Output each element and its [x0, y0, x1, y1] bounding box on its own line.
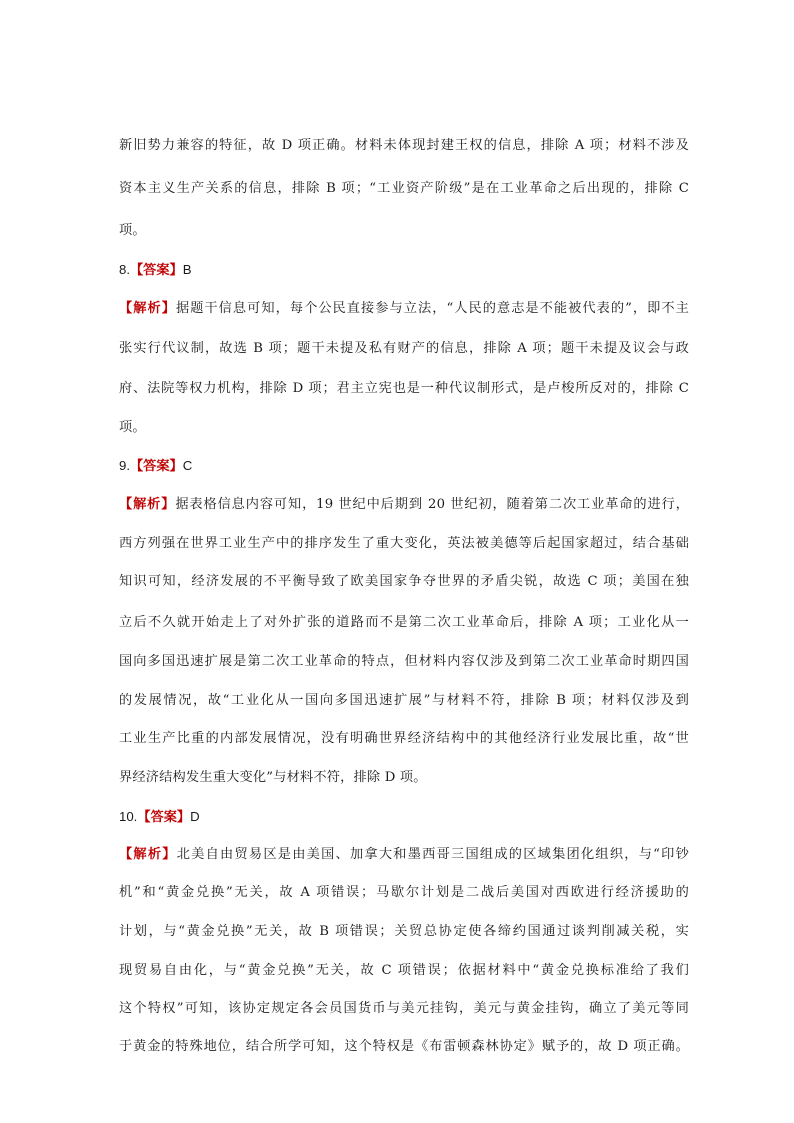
- q8-answer-row: [119, 261, 192, 280]
- q9-answer-row: [119, 457, 192, 476]
- q9-analysis-line-1: [119, 496, 689, 514]
- q9-answer-value: C: [182, 458, 193, 473]
- q9-analysis-line-5: 国向多国迅速扩展是第二次工业革命的特点，但材料内容仅涉及到第二次工业革命时期四国: [119, 654, 689, 669]
- q8-answer-tag: 【答案】: [130, 263, 183, 278]
- q8-answer-value: B: [182, 262, 192, 277]
- q10-analysis-text-1: 北美自由贸易区是由美国、加拿大和墨西哥三国组成的区域集团化组织，与“印钞: [176, 847, 689, 862]
- q8-analysis-line-4: 项。: [119, 420, 146, 435]
- q9-analysis-line-3: 知识可知，经济发展的不平衡导致了欧美国家争夺世界的矛盾尖锐，故选 C 项；美国在独: [119, 574, 689, 589]
- q10-analysis-line-3: 计划，与“黄金兑换”无关，故 B 项错误；关贸总协定使各缔约国通过谈判削减关税，实: [119, 924, 689, 939]
- intro-line-3: 项。: [119, 223, 146, 238]
- q10-analysis-line-5: 这个特权”可知，该协定规定各会员国货币与美元挂钩，美元与黄金挂钩，确立了美元等同: [119, 1001, 689, 1016]
- q10-analysis-tag: 【解析】: [119, 847, 177, 862]
- q9-analysis-line-8: 界经济结构发生重大变化”与材料不符，排除 D 项。: [119, 770, 427, 785]
- q8-analysis-text-1: 据题干信息可知，每个公民直接参与立法，“人民的意志是不能被代表的”，即不主: [175, 301, 689, 316]
- q9-analysis-tag: 【解析】: [119, 497, 176, 512]
- intro-line-2: 资本主义生产关系的信息，排除 B 项；“工业资产阶级”是在工业革命之后出现的，排除 C: [119, 181, 689, 196]
- q8-analysis-line-1: [119, 300, 689, 318]
- q9-analysis-line-2: 西方列强在世界工业生产中的排序发生了重大变化，英法被美德等后起国家超过，结合基础: [119, 536, 689, 551]
- q10-answer-row: [119, 808, 200, 827]
- intro-line-1: 新旧势力兼容的特征，故 D 项正确。材料未体现封建王权的信息，排除 A 项；材料不涉及: [119, 138, 689, 153]
- q9-analysis-line-6: 的发展情况，故“工业化从一国向多国迅速扩展”与材料不符，排除 B 项；材料仅涉及到: [119, 693, 689, 708]
- q8-number: 8.: [119, 262, 130, 277]
- q10-analysis-line-4: 现贸易自由化，与“黄金兑换”无关，故 C 项错误；依据材料中“黄金兑换标准给了我们: [119, 963, 689, 978]
- q10-answer-tag: 【答案】: [137, 810, 191, 825]
- q9-analysis-text-1: 据表格信息内容可知，19 世纪中后期到 20 世纪初，随着第二次工业革命的进行，: [175, 497, 689, 512]
- q9-number: 9.: [119, 458, 130, 473]
- q9-analysis-line-4: 立后不久就开始走上了对外扩张的道路而不是第二次工业革命后，排除 A 项；工业化从一: [119, 615, 689, 630]
- q9-answer-tag: 【答案】: [130, 459, 183, 474]
- q8-analysis-line-3: 府、法院等权力机构，排除 D 项；君主立宪也是一种代议制形式，是卢梭所反对的，排除 C: [119, 381, 689, 396]
- q10-answer-value: D: [190, 809, 200, 824]
- q10-number: 10.: [119, 809, 138, 824]
- q10-analysis-line-1: [119, 846, 689, 864]
- q8-analysis-line-2: 张实行代议制，故选 B 项；题干未提及私有财产的信息，排除 A 项；题干未提及议会与政: [119, 341, 689, 356]
- q10-analysis-line-2: 机”和“黄金兑换”无关，故 A 项错误；马歇尔计划是二战后美国对西欧进行经济援助的: [119, 885, 689, 900]
- q10-analysis-line-6: 于黄金的特殊地位，结合所学可知，这个特权是《布雷顿森林协定》赋予的，故 D 项正确。: [119, 1039, 689, 1054]
- q8-analysis-tag: 【解析】: [119, 301, 176, 316]
- q9-analysis-line-7: 工业生产比重的内部发展情况，没有明确世界经济结构中的其他经济行业发展比重，故“世: [119, 731, 689, 746]
